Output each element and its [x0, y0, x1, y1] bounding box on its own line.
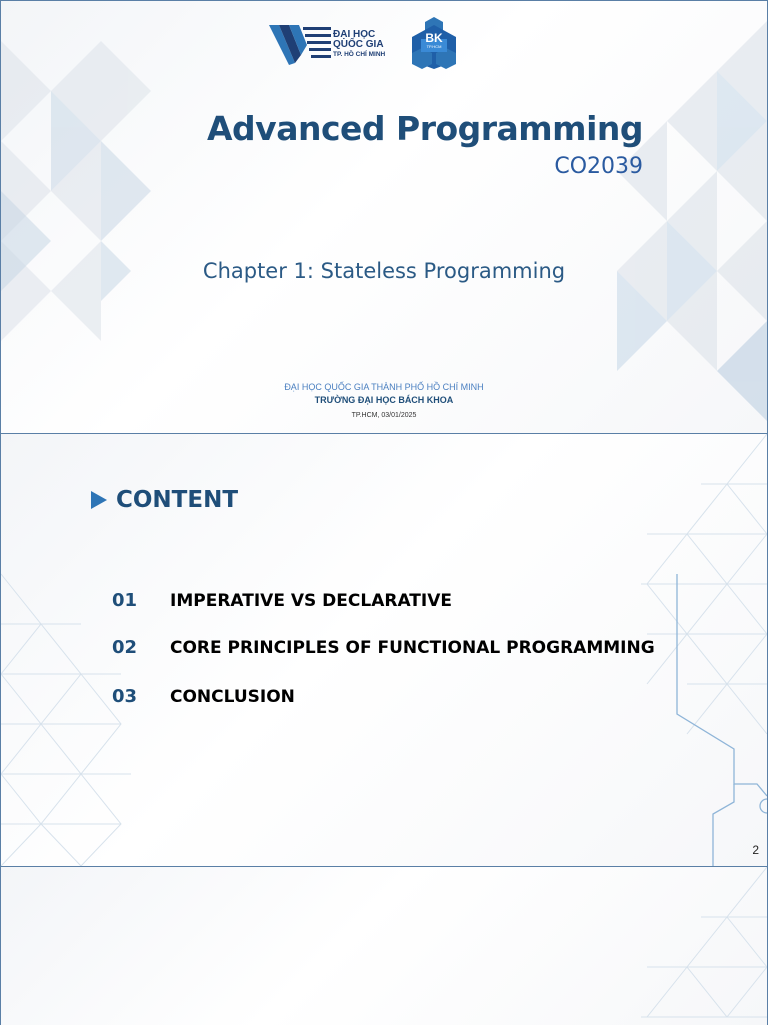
toc-label: CORE PRINCIPLES OF FUNCTIONAL PROGRAMMING: [170, 638, 655, 658]
toc-item-01: [112, 590, 452, 611]
toc-label: IMPERATIVE VS DECLARATIVE: [170, 591, 452, 611]
presentation-date: TP.HCM, 03/01/2025: [351, 412, 417, 419]
page-number: 2: [752, 843, 759, 857]
toc-item-03: [112, 686, 295, 707]
vnu-logo: [269, 23, 393, 67]
bk-logo-text: BK: [425, 31, 443, 45]
school-name: TRƯỜNG ĐẠI HỌC BÁCH KHOA: [314, 395, 454, 405]
bk-logo: [409, 17, 459, 69]
vnu-logo-line3: TP. HỒ CHÍ MINH: [333, 51, 386, 58]
toc-number: 01: [112, 590, 138, 611]
vnu-logo-line1: ĐẠI HỌC: [333, 29, 376, 40]
toc-number: 03: [112, 686, 138, 707]
toc-item-02: [112, 637, 655, 658]
toc-number: 02: [112, 637, 138, 658]
toc-label: CONCLUSION: [170, 687, 295, 707]
partial-next-slide: [0, 866, 768, 1025]
university-name: ĐẠI HỌC QUỐC GIA THÀNH PHỐ HỒ CHÍ MINH: [284, 382, 484, 392]
content-slide: [0, 433, 768, 867]
chapter-title: Chapter 1: Stateless Programming: [202, 259, 566, 283]
outline-triangle-background: [1, 867, 767, 1025]
title-slide: [0, 0, 768, 434]
course-title: Advanced Programming: [207, 109, 643, 148]
content-heading: [91, 487, 238, 513]
course-code: CO2039: [554, 154, 643, 179]
bk-logo-subtext: TP.HCM: [426, 44, 442, 49]
vnu-emblem-icon: [269, 23, 331, 67]
play-triangle-icon: [91, 491, 107, 509]
content-title: CONTENT: [116, 487, 239, 513]
vnu-logo-line2: QUỐC GIA: [333, 39, 384, 50]
